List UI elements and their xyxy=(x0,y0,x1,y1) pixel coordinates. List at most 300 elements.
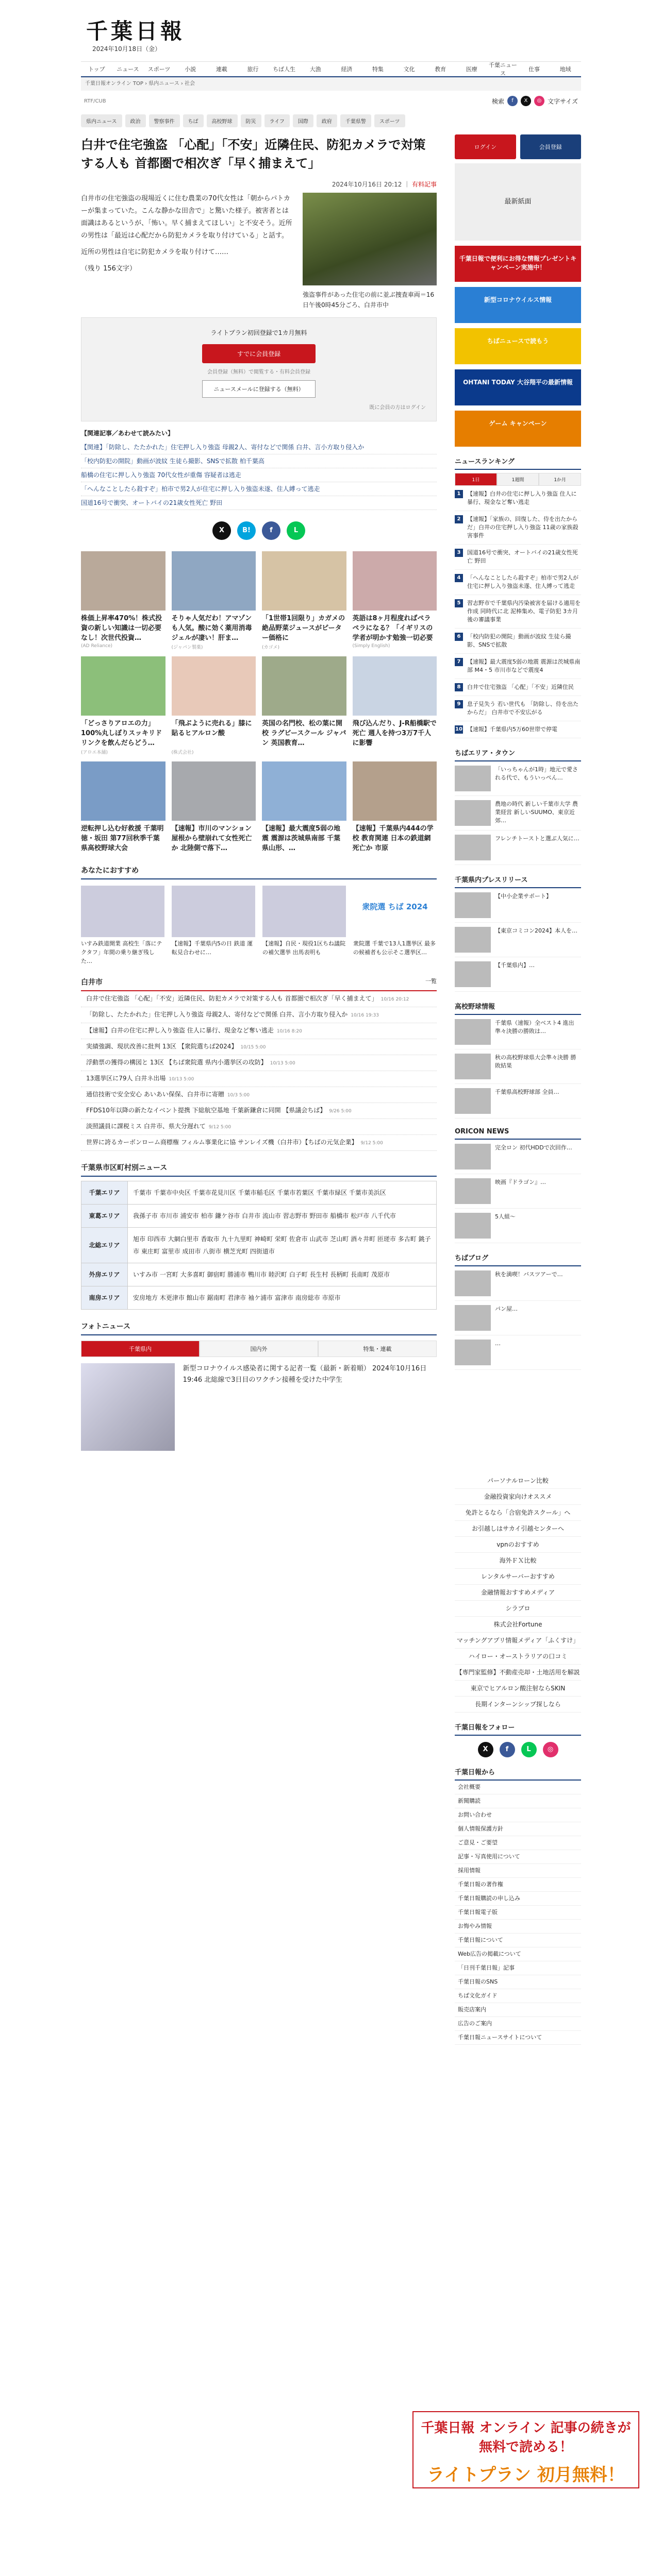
ranking-item[interactable] xyxy=(455,486,581,511)
ranking-tab[interactable]: 1日 xyxy=(455,473,497,486)
shiroi-news-list xyxy=(81,991,437,1151)
remaining-chars: （残り 156文字） xyxy=(81,265,136,273)
facebook-icon[interactable]: f xyxy=(507,96,518,106)
blog-heading: ちばブログ xyxy=(455,1249,581,1266)
news-title[interactable]: 通信技術で安全安心 あいあい保保、白井市に寄贈 xyxy=(86,1091,224,1098)
tag-item[interactable]: 国際 xyxy=(293,114,313,127)
partner-link[interactable]: レンタルサーバーおすすめ xyxy=(455,1569,581,1585)
ranking-item[interactable] xyxy=(455,696,581,721)
partner-link[interactable]: 長期インターンシップ探しなら xyxy=(455,1697,581,1713)
news-item[interactable] xyxy=(81,991,437,1007)
nav-item[interactable]: 医療 xyxy=(466,66,477,73)
news-title[interactable]: 白井で住宅強盗 「心配」「不安」近隣住民、防犯カメラで対策する人も 首都圏で相次ぎ「早く捕まえて」 xyxy=(86,995,378,1002)
recommend-grid xyxy=(81,886,437,965)
card-title[interactable]: 「どっさりアロエの力」100%丸しぼりスッキリドリンクを飲んだらどう… xyxy=(81,720,162,747)
town-title[interactable]: 農地の時代 新しい千葉市大学 農業経営 新しいSUUMO、東京近郊… xyxy=(495,801,578,824)
partner-link[interactable]: お引越しはサカイ引越センターへ xyxy=(455,1521,581,1537)
rss-link[interactable]: RTF/CUB xyxy=(84,98,106,104)
recommend-image[interactable] xyxy=(172,886,255,937)
recommend-item[interactable] xyxy=(81,886,164,965)
newsletter-button[interactable]: ニュースメールに登録する（無料） xyxy=(202,380,316,398)
recommend-title[interactable]: 【速報】千葉県内5の日 鉄道 運転見合わせに… xyxy=(172,940,253,956)
nav-item[interactable]: 特集 xyxy=(372,66,384,73)
nav-item[interactable]: 小説 xyxy=(185,66,196,73)
news-title[interactable]: FFDS10年以降の新たなイベント提携 下総航空基地 千葉新鎌倉に同開 【県議会ちば】 xyxy=(86,1107,326,1114)
photo-tab[interactable]: 特集・連載 xyxy=(318,1341,437,1357)
card-image[interactable] xyxy=(353,761,437,821)
menu-item[interactable]: 採用情報 xyxy=(455,1864,581,1878)
global-nav xyxy=(81,62,581,77)
partner-link[interactable]: 免許とるなら「合宿免許スクール」へ xyxy=(455,1505,581,1521)
tag-item[interactable]: 県内ニュース xyxy=(81,114,122,127)
nav-item[interactable]: 連載 xyxy=(216,66,227,73)
ranking-title[interactable]: 国道16号で衝突、オートバイの21歳女性死亡 野田 xyxy=(467,549,578,564)
menu-item[interactable]: 記事・写真使用について xyxy=(455,1850,581,1864)
ranking-title[interactable]: 白井で住宅強盗 「心配」「不安」近隣住民 xyxy=(467,684,574,690)
town-title[interactable]: フレンチトーストと選ぶ人気に… xyxy=(495,835,580,842)
ranking-list xyxy=(455,486,581,738)
ranking-item[interactable] xyxy=(455,595,581,629)
nav-item[interactable]: 旅行 xyxy=(247,66,259,73)
card-image[interactable] xyxy=(172,551,256,611)
ranking-tab[interactable]: 1か月 xyxy=(539,473,581,486)
news-item[interactable] xyxy=(81,1103,437,1119)
follow-heading: 千葉日報をフォロー xyxy=(455,1719,581,1736)
card-image[interactable] xyxy=(81,761,166,821)
card-source: (AD Reliance) xyxy=(81,643,113,649)
news-title[interactable]: 【速報】白井の住宅に押し入り強盗 住人に暴行、現金など奪い逃走 xyxy=(86,1027,274,1034)
area-name: 千葉エリア xyxy=(81,1181,128,1205)
blog-item[interactable] xyxy=(455,1266,581,1301)
tag-item[interactable]: 警察事件 xyxy=(149,114,180,127)
press-title[interactable]: 【千葉県内】… xyxy=(495,962,535,969)
hs-title[interactable]: 千葉県（速報）全ベスト4 進出 準々決勝の勝敗は… xyxy=(495,1020,574,1035)
menu-item[interactable]: 広告のご案内 xyxy=(455,2017,581,2031)
share-facebook-icon[interactable]: f xyxy=(262,521,280,540)
ad-card[interactable] xyxy=(353,761,437,854)
menu-item[interactable]: 千葉日報電子版 xyxy=(455,1906,581,1920)
sidebar xyxy=(455,130,581,2045)
blog-thumbnail[interactable] xyxy=(455,1270,491,1296)
article-photo[interactable] xyxy=(303,193,437,285)
partner-link[interactable]: ハイロー・オーストラリアの口コミ xyxy=(455,1649,581,1665)
card-image[interactable] xyxy=(262,551,346,611)
ranking-number: 6 xyxy=(455,633,463,641)
side-ad-banner[interactable]: ゲーム キャンペーン xyxy=(455,411,581,447)
oricon-item[interactable] xyxy=(455,1174,581,1209)
banner-text-b: ライトプラン 初月無料！ xyxy=(427,2465,625,2485)
ranking-number: 8 xyxy=(455,683,463,691)
menu-item[interactable]: 個人情報保護方針 xyxy=(455,1822,581,1836)
blog-title[interactable]: パン屋… xyxy=(495,1306,518,1312)
area-name: 南房エリア xyxy=(81,1286,128,1310)
nav-item[interactable]: ニュース xyxy=(117,66,139,73)
press-item[interactable] xyxy=(455,888,581,923)
recommend-image[interactable] xyxy=(262,886,346,937)
partner-link[interactable]: 株式会社Fortune xyxy=(455,1617,581,1633)
news-date: 10/16 19:33 xyxy=(351,1013,379,1018)
card-source: (カゴメ) xyxy=(262,645,280,650)
article-datetime: 2024年10月16日 20:12 xyxy=(332,181,402,188)
recommend-title[interactable]: いすみ鉄道開業 高校生「落にテクタフ」年間の乗り継ぎ残した… xyxy=(81,940,162,964)
follow-icons xyxy=(455,1742,581,1757)
hs-heading: 高校野球情報 xyxy=(455,998,581,1015)
search-label[interactable]: 検索 xyxy=(491,97,504,105)
nav-item[interactable]: 経済 xyxy=(341,66,353,73)
nav-item[interactable]: ちば人生 xyxy=(273,66,296,73)
partner-link[interactable]: 【専門家監修】不動産売却・土地活用を解説 xyxy=(455,1665,581,1681)
oricon-title[interactable]: 完全ロン 初代HDDで次回作… xyxy=(495,1144,572,1151)
side-ad-banner[interactable]: 千葉日報で便利にお得な情報プレゼントキャンペーン実施中！ xyxy=(455,246,581,282)
ranking-item[interactable] xyxy=(455,629,581,654)
menu-item[interactable]: 千葉日報購読の申し込み xyxy=(455,1892,581,1906)
card-image[interactable] xyxy=(262,761,346,821)
partner-link[interactable]: パーソナルローン比較 xyxy=(455,1473,581,1489)
card-title[interactable]: そりゃ人気だわ！アマゾンも人気。酸に効く薬用消毒ジェルが凄い！肝ま… xyxy=(171,615,252,642)
ranking-item[interactable] xyxy=(455,545,581,570)
area-cities[interactable]: いすみ市 一宮町 大多喜町 御宿町 勝浦市 鴨川市 睦沢町 白子町 長生村 長柄町 長南町 茂原市 xyxy=(128,1263,437,1286)
menu-item[interactable]: 千葉日報の著作権 xyxy=(455,1878,581,1892)
news-item[interactable] xyxy=(81,1039,437,1055)
card-source: (ジャパン製薬) xyxy=(171,645,203,650)
oricon-item[interactable] xyxy=(455,1209,581,1243)
site-logo[interactable]: 千葉日報 xyxy=(86,19,186,44)
related-heading: 【関連記事／あわせて読みたい】 xyxy=(81,430,174,437)
card-title[interactable]: 「1世帯1回限り」カガメの絶品野菜ジュースがピーター価格に xyxy=(262,615,345,642)
card-title[interactable]: 逆転押し込む好救援 千葉明徳・坂田 第77回秋季千葉県高校野球大会 xyxy=(81,825,164,852)
card-image[interactable] xyxy=(172,656,256,716)
recommend-item[interactable] xyxy=(262,886,346,965)
tag-item[interactable]: ライフ xyxy=(264,114,290,127)
partner-link[interactable]: 東京でヒアルロン酸注射ならSKIN xyxy=(455,1681,581,1697)
related-articles xyxy=(81,429,437,510)
menu-item[interactable]: ちば文化ガイド xyxy=(455,1989,581,2003)
tool-bar xyxy=(81,91,581,111)
member-login-link[interactable]: 既に会員の方はログイン xyxy=(369,405,426,411)
news-title[interactable]: 「防除し、たたかれた」住宅押し入り強盗 母親2人、寄付などで関係 白井、言小方取り侵入か xyxy=(86,1011,348,1018)
tag-item[interactable]: 防災 xyxy=(241,114,261,127)
tag-item[interactable]: 政府 xyxy=(317,114,337,127)
ad-card[interactable] xyxy=(172,551,256,650)
town-item[interactable] xyxy=(455,831,581,865)
menu-item[interactable]: 「日刊千葉日報」記事 xyxy=(455,1961,581,1975)
town-thumbnail[interactable] xyxy=(455,800,491,826)
ad-card[interactable] xyxy=(81,656,166,755)
press-thumbnail[interactable] xyxy=(455,927,491,953)
font-size-label[interactable]: 文字サイズ xyxy=(547,97,578,105)
ranking-title[interactable]: 息子見失う 若い世代も 「防除し、侍を出たからだ」 白井市で不安広がる xyxy=(467,701,578,716)
side-ad-banner[interactable]: 新型コロナウイルス情報 xyxy=(455,287,581,323)
card-source: (Simply English) xyxy=(352,643,390,649)
menu-item[interactable]: お問い合わせ xyxy=(455,1808,581,1822)
menu-item[interactable]: 新聞購読 xyxy=(455,1794,581,1808)
nav-item[interactable]: 文化 xyxy=(403,66,415,73)
ad-card[interactable] xyxy=(353,551,437,650)
x-icon[interactable]: X xyxy=(521,96,531,106)
news-title[interactable]: 淡照議員に課税ミス 白井市、県大分遅れて xyxy=(86,1123,206,1130)
blog-title[interactable]: 秋を満喫！バスツアーで… xyxy=(495,1271,563,1278)
recommend-image[interactable] xyxy=(81,886,164,937)
town-heading: ちばエリア・タウン xyxy=(455,744,581,761)
recommend-item[interactable] xyxy=(172,886,255,965)
photo-tab[interactable]: 千葉県内 xyxy=(81,1341,200,1357)
news-item[interactable] xyxy=(81,1055,437,1071)
follow-facebook-icon[interactable]: f xyxy=(500,1742,515,1757)
menu-item[interactable]: 会社概要 xyxy=(455,1781,581,1794)
newspaper-thumbnail[interactable]: 最新紙面 xyxy=(455,163,581,241)
breadcrumb[interactable]: 千葉日報オンライン TOP › 県内ニュース › 社会 xyxy=(81,77,581,91)
ad-card[interactable] xyxy=(262,656,346,755)
paywall-sub[interactable]: 会員登録（無料）で閲覧する・有料会員登録 xyxy=(207,369,310,375)
shiroi-heading xyxy=(81,974,437,991)
area-cities[interactable]: 千葉市 千葉市中央区 千葉市花見川区 千葉市稲毛区 千葉市若葉区 千葉市緑区 千葉市美浜区 xyxy=(128,1181,437,1205)
ranking-title[interactable]: 習志野市で千葉県内汚染被害を届ける適用を作成 同時代に北 泥棒集め、電子防犯 3カ月後の審議事業 xyxy=(467,600,581,623)
recommend-title[interactable]: 【速報】自民・現役1区ちね議院の補欠選挙 出馬表明も xyxy=(262,940,345,956)
news-title[interactable]: 13選挙区に79人 白井ネ出場 xyxy=(86,1075,166,1082)
ranking-number: 1 xyxy=(455,490,463,498)
menu-item[interactable]: 千葉日報ニュースサイトについて xyxy=(455,2031,581,2045)
content-area xyxy=(81,130,581,2576)
ad-card[interactable] xyxy=(172,656,256,755)
news-item[interactable] xyxy=(81,1023,437,1039)
town-item[interactable] xyxy=(455,796,581,831)
card-title[interactable]: 飛び込んだり、J-R船橋駅で死亡 週人を持つ3万7千人に影響 xyxy=(352,720,437,747)
menu-item[interactable]: 販売店案内 xyxy=(455,2003,581,2017)
feature-text[interactable]: 新型コロナウイルス感染者に関する記者一覧（最新・新着順） 2024年10月16日 19:46 北総線で3日目のワクチン接種を受けた中学生 xyxy=(183,1365,427,1384)
news-date: 10/13 5:00 xyxy=(270,1061,295,1066)
nav-item[interactable]: 仕事 xyxy=(528,66,540,73)
instagram-icon[interactable]: ◎ xyxy=(534,96,544,106)
header xyxy=(81,0,581,130)
related-item[interactable]: 船橋の住宅に押し入り強盗 70代女性が重傷 容疑者は逃走 xyxy=(81,468,437,482)
ranking-title[interactable]: 【速報】「家族の、回復した、侍を出たからだ」白井の住宅押し入り強盗 11歳の家族殺害事件 xyxy=(467,516,578,539)
partner-link[interactable]: シラブロ xyxy=(455,1601,581,1617)
ad-card[interactable] xyxy=(262,551,346,650)
press-thumbnail[interactable] xyxy=(455,961,491,987)
feature-image[interactable] xyxy=(81,1363,175,1451)
side-register-button[interactable]: 会員登録 xyxy=(520,134,582,159)
ranking-item[interactable] xyxy=(455,511,581,545)
card-title[interactable]: 英国の名門校、松の葉に開校 ラグビースクール ジャパン 英国教育… xyxy=(262,720,346,747)
area-cities[interactable]: 旭市 印西市 大網白里市 香取市 九十九里町 神崎町 栄町 佐倉市 山武市 芝山町 酒々井町 匝瑳市 多古町 銚子市 東庄町 富里市 成田市 八街市 横芝光町 四街道市 xyxy=(128,1228,437,1263)
partner-link[interactable]: 金融投資家向けオススメ xyxy=(455,1489,581,1505)
shiroi-more-link[interactable]: 一覧 xyxy=(425,978,437,985)
card-image[interactable] xyxy=(81,551,166,611)
hs-item[interactable] xyxy=(455,1049,581,1084)
partner-link[interactable]: 海外ＦＸ比較 xyxy=(455,1553,581,1569)
area-name: 外房エリア xyxy=(81,1263,128,1286)
oricon-heading: ORICON NEWS xyxy=(455,1125,581,1140)
ad-card[interactable] xyxy=(262,761,346,854)
nav-item[interactable]: 教育 xyxy=(435,66,446,73)
news-date: 9/12 5:00 xyxy=(360,1141,383,1146)
menu-item[interactable]: 千葉日報のSNS xyxy=(455,1975,581,1989)
ranking-title[interactable]: 【速報】最大震度5弱の地震 震源は茨城県南部 M4・5 市川市などで震度4 xyxy=(467,658,581,673)
recommend-heading: あなたにおすすめ xyxy=(81,862,437,879)
banner-text-a: 千葉日報 オンライン 記事の続きが無料で読める！ xyxy=(421,2420,631,2455)
related-item[interactable]: 国道16号で衝突、オートバイの21歳女性死亡 野田 xyxy=(81,496,437,510)
recommend-item[interactable] xyxy=(353,886,437,965)
town-thumbnail[interactable] xyxy=(455,766,491,791)
nav-item[interactable]: 大漁 xyxy=(309,66,321,73)
card-image[interactable] xyxy=(262,656,346,716)
hs-thumbnail[interactable] xyxy=(455,1019,491,1045)
partner-link[interactable]: 金融情報おすすめメディア xyxy=(455,1585,581,1601)
share-x-icon[interactable]: X xyxy=(212,521,231,540)
card-title[interactable]: 株価上昇率470%！株式投資の新しい知識は一切必要なし！次世代投資… xyxy=(81,615,162,642)
login-button[interactable]: ログイン xyxy=(455,134,516,159)
news-date: 9/12 5:00 xyxy=(208,1125,231,1130)
blog-thumbnail[interactable] xyxy=(455,1305,491,1331)
hs-thumbnail[interactable] xyxy=(455,1054,491,1079)
card-title[interactable]: 【速報】最大震度5弱の地震 震源は茨城県南部 千葉県山形、… xyxy=(262,825,341,852)
hs-item[interactable] xyxy=(455,1015,581,1049)
ranking-title[interactable]: 【速報】白井の住宅に押し入り強盗 住人に暴行、現金など奪い逃走 xyxy=(467,490,577,505)
related-item[interactable]: 「校内防犯の開院」動画が波紋 生徒ら撮影、SNSで拡散 柏千葉高 xyxy=(81,454,437,468)
news-title[interactable]: 実績強調、現状改善に批判 13区 【衆院選ちば2024】 xyxy=(86,1043,238,1050)
photo-tab[interactable]: 国内外 xyxy=(200,1341,318,1357)
town-title[interactable]: 「いっちゃんが1時」地元で愛される代で、もういっぺん… xyxy=(495,766,578,781)
follow-x-icon[interactable]: X xyxy=(478,1742,493,1757)
news-item[interactable] xyxy=(81,1071,437,1087)
ranking-number: 4 xyxy=(455,574,463,582)
share-buttons xyxy=(81,521,437,540)
partner-links xyxy=(455,1473,581,1713)
related-item[interactable]: 「へんなことしたら殺すぞ」柏市で男2人が住宅に押し入り強盗未遂、住人縛って逃走 xyxy=(81,482,437,496)
press-item[interactable] xyxy=(455,923,581,957)
side-ad-banner[interactable]: OHTANI TODAY 大谷翔平の最新情報 xyxy=(455,369,581,405)
press-thumbnail[interactable] xyxy=(455,892,491,918)
blog-item[interactable] xyxy=(455,1301,581,1335)
news-item[interactable] xyxy=(81,1135,437,1151)
oricon-title[interactable]: 映画『ドラゴン』… xyxy=(495,1179,546,1185)
side-ad-banner[interactable]: ちばニュースで読もう xyxy=(455,328,581,364)
ranking-title[interactable]: 「校内防犯の開院」動画が波紋 生徒ら撮影、SNSで拡散 xyxy=(467,633,571,648)
news-title[interactable]: 世界に誇るカーボンローム商標権 フィルム事業化に協 サンレイズ機（白井市）【ちばの元気企業】 xyxy=(86,1139,358,1146)
news-date: 10/16 8:20 xyxy=(276,1029,302,1034)
ad-card[interactable] xyxy=(172,761,256,854)
recommend-title[interactable]: 衆院選 千葉で13人1選挙区 最多の候補者も公示そこ選挙区… xyxy=(353,940,436,956)
ad-card[interactable] xyxy=(81,761,166,854)
oricon-title[interactable]: 5人組〜 xyxy=(495,1213,516,1220)
hs-title[interactable]: 千葉県高校野球部 全員… xyxy=(495,1089,559,1095)
area-cities[interactable]: 我孫子市 市川市 浦安市 柏市 鎌ケ谷市 白井市 流山市 習志野市 野田市 船橋市 松戸市 八千代市 xyxy=(128,1205,437,1228)
ranking-item[interactable] xyxy=(455,570,581,595)
hatena-icon[interactable]: B! xyxy=(237,521,256,540)
popup-banner[interactable] xyxy=(412,2411,639,2488)
news-item[interactable] xyxy=(81,1007,437,1023)
ad-card[interactable] xyxy=(353,656,437,755)
town-thumbnail[interactable] xyxy=(455,835,491,860)
follow-instagram-icon[interactable]: ◎ xyxy=(543,1742,558,1757)
hs-item[interactable] xyxy=(455,1084,581,1118)
card-image[interactable] xyxy=(353,656,437,716)
article-body-2: 近所の男性は自宅に防犯カメラを取り付けて…… xyxy=(81,248,229,256)
ranking-tab[interactable]: 1週間 xyxy=(497,473,539,486)
card-title[interactable]: 【速報】千葉県内444の学校 教育関連 日本の鉄道網 死亡か 市原 xyxy=(352,825,434,852)
tag-item[interactable]: 千葉県警 xyxy=(340,114,371,127)
press-title[interactable]: 【中小企業サポート】 xyxy=(495,893,552,900)
paywall-title: ライトプラン初回登録で1カ月無料 xyxy=(210,329,307,336)
card-image[interactable] xyxy=(353,551,437,611)
news-item[interactable] xyxy=(81,1119,437,1135)
area-cities[interactable]: 安房地方 木更津市 館山市 鋸南町 君津市 袖ケ浦市 富津市 南房総市 市原市 xyxy=(128,1286,437,1310)
nav-item[interactable]: 地域 xyxy=(559,66,571,73)
news-date: 9/26 5:00 xyxy=(329,1109,352,1114)
blog-item[interactable] xyxy=(455,1335,581,1370)
hs-title[interactable]: 秋の高校野球県大会準々決勝 勝敗結果 xyxy=(495,1054,576,1069)
nav-item[interactable]: 千葉ニュース xyxy=(488,62,517,77)
blog-title[interactable]: … xyxy=(495,1340,501,1347)
card-image[interactable] xyxy=(81,656,166,716)
paywall xyxy=(81,317,437,421)
tag-item[interactable]: ちば xyxy=(183,114,204,127)
card-image[interactable] xyxy=(172,761,256,821)
news-item[interactable] xyxy=(81,1087,437,1103)
article-meta: 2024年10月16日 20:12 ｜ 有料記事 xyxy=(332,181,437,188)
hs-thumbnail[interactable] xyxy=(455,1088,491,1114)
ranking-item[interactable] xyxy=(455,721,581,738)
tag-item[interactable]: 政治 xyxy=(125,114,146,127)
oricon-thumbnail[interactable] xyxy=(455,1144,491,1170)
oricon-thumbnail[interactable] xyxy=(455,1213,491,1239)
area-name: 北総エリア xyxy=(81,1228,128,1263)
card-title[interactable]: 【速報】市川のマンション屋根から壁崩れて女性死亡か 北陸側で落下… xyxy=(171,825,252,852)
ad-card-grid xyxy=(81,551,437,854)
follow-line-icon[interactable]: L xyxy=(521,1742,537,1757)
news-title[interactable]: 浮動票の獲得の構図と 13区 【ちば衆院選 県内小選挙区の攻防】 xyxy=(86,1059,267,1066)
ranking-heading: ニュースランキング xyxy=(455,453,581,470)
current-date: 2024年10月18日（金） xyxy=(92,45,161,53)
photo-feature[interactable] xyxy=(81,1363,437,1451)
menu-item[interactable]: お悔やみ情報 xyxy=(455,1920,581,1934)
tag-item[interactable]: 高校野球 xyxy=(207,114,238,127)
nav-item[interactable]: トップ xyxy=(88,66,105,73)
card-title[interactable]: 「飛ぶように売れる」膝に貼るヒアルロン酸 xyxy=(171,720,252,737)
ranking-item[interactable] xyxy=(455,679,581,696)
card-title[interactable]: 英語は8ヶ月程度ればペラペラになる？「イギリスの学者が明かす勉強一切必要 xyxy=(352,615,433,642)
menu-item[interactable]: Web広告の掲載について xyxy=(455,1947,581,1961)
photo-tabs xyxy=(81,1341,437,1357)
oricon-thumbnail[interactable] xyxy=(455,1178,491,1204)
tag-item[interactable]: スポーツ xyxy=(374,114,405,127)
ranking-title[interactable]: 【速報】千葉県内5万60世帯で停電 xyxy=(467,726,557,733)
recommend-image[interactable] xyxy=(353,886,437,937)
ranking-item[interactable] xyxy=(455,654,581,679)
line-icon[interactable]: L xyxy=(287,521,305,540)
menu-item[interactable]: ご意見・ご要望 xyxy=(455,1836,581,1850)
ad-card[interactable] xyxy=(81,551,166,650)
card-source: (アロエ本舗) xyxy=(81,750,108,755)
related-item[interactable]: 【関連】「防除し、たたかれた」住宅押し入り強盗 母親2人、寄付などで関係 白井、言小方取り侵入か xyxy=(81,440,437,454)
blog-thumbnail[interactable] xyxy=(455,1340,491,1365)
card-source: (株式会社) xyxy=(171,750,194,755)
main-column xyxy=(81,130,437,1457)
register-button[interactable]: すでに会員登録 xyxy=(202,344,316,363)
article-body: 白井市の住宅強盗の現場近くに住む農業の70代女性は「朝からパトカーが集まっていた。こんな静かな田舎で」と驚いた様子。被害者とは面識はあるというが、「怖い。早く捕まえてほしい」と不安そう。近所の男性は「最近は心配だから防犯カメラを取り付けている」と話す。 xyxy=(81,195,292,240)
town-item[interactable] xyxy=(455,761,581,796)
ranking-title[interactable]: 「へんなことしたら殺すぞ」柏市で男2人が住宅に押し入り強盗未遂、住人縛って逃走 xyxy=(467,574,578,589)
partner-link[interactable]: マッチングアプリ情報メディア「ふくすけ」 xyxy=(455,1633,581,1649)
press-item[interactable] xyxy=(455,957,581,992)
press-title[interactable]: 【東京コミコン2024】本人を… xyxy=(495,927,577,934)
menu-item[interactable]: 千葉日報について xyxy=(455,1934,581,1947)
shiroi-title: 白井市 xyxy=(81,978,103,987)
oricon-item[interactable] xyxy=(455,1140,581,1174)
nav-item[interactable]: スポーツ xyxy=(147,66,171,73)
photo-caption: 強盗事件があった住宅の前に並ぶ捜査車両＝16日午後0時45分ごろ、白井市中 xyxy=(303,291,435,309)
partner-link[interactable]: vpnのおすすめ xyxy=(455,1537,581,1553)
